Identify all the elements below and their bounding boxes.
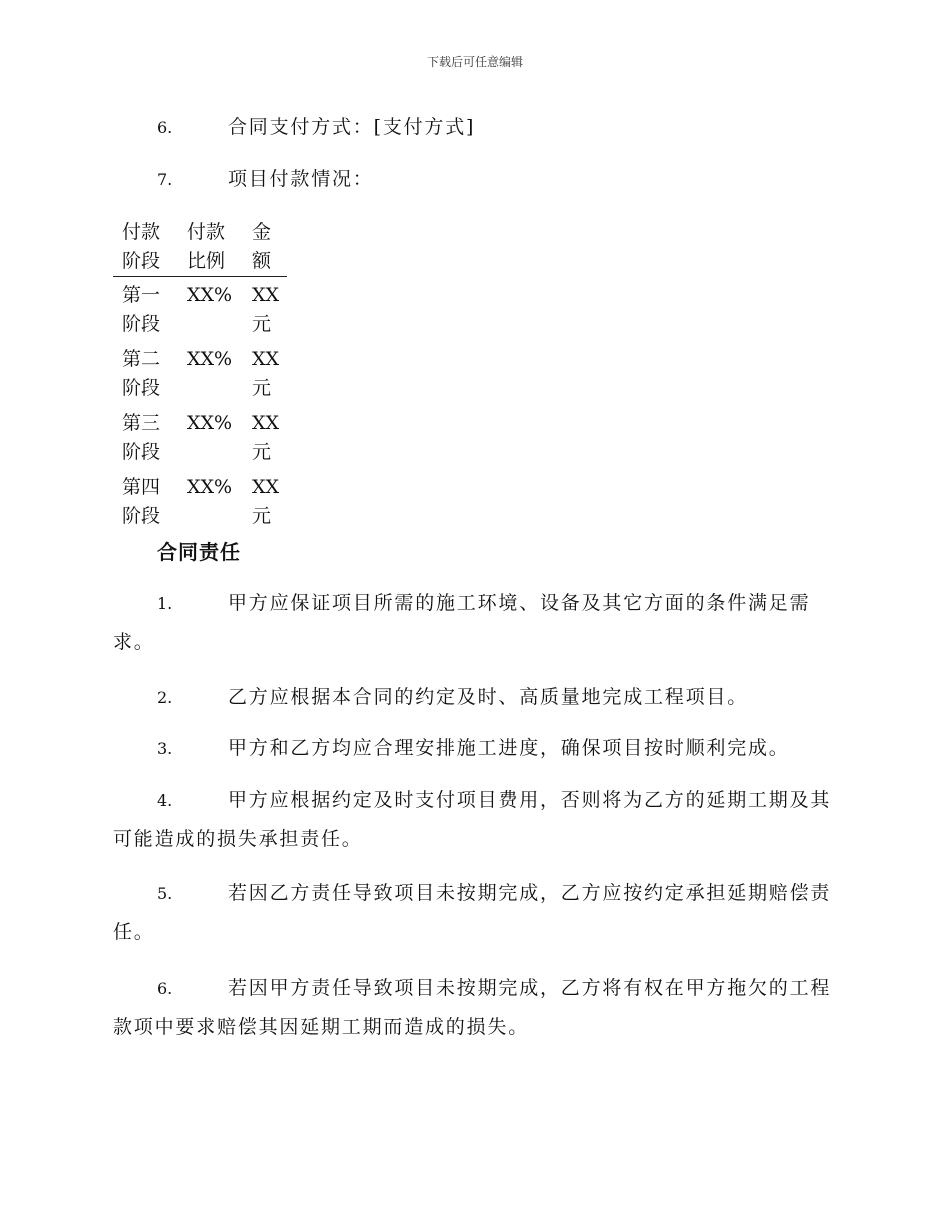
ratio-cell: XX% <box>187 476 233 498</box>
stage-cell: 第四阶段 <box>122 476 161 527</box>
responsibility-item <box>113 874 833 951</box>
item-text: 合同支付方式：[支付方式] <box>228 116 476 138</box>
responsibility-item <box>113 584 833 661</box>
stage-cell: 第二阶段 <box>122 348 161 399</box>
amount-cell: XX元 <box>252 476 280 527</box>
item-number: 5. <box>157 884 173 903</box>
item-text: 甲方应根据约定及时支付项目费用，否则将为乙方的延期工期及其可能造成的损失承担责任。 <box>113 789 832 850</box>
item-number: 6. <box>157 979 173 998</box>
item-number: 4. <box>157 791 173 810</box>
section-title: 合同责任 <box>157 540 241 564</box>
ratio-cell: XX% <box>187 284 233 306</box>
responsibility-item <box>113 781 833 858</box>
amount-cell: XX元 <box>252 348 280 399</box>
payment-method-item <box>113 108 833 147</box>
payment-status-item <box>113 160 833 199</box>
ratio-cell: XX% <box>187 412 233 434</box>
amount-cell: XX元 <box>252 412 280 463</box>
stage-cell: 第三阶段 <box>122 412 161 463</box>
item-number: 7. <box>157 170 173 189</box>
page-header: 下载后可任意编辑 <box>426 55 523 69</box>
item-text: 若因甲方责任导致项目未按期完成，乙方将有权在甲方拖欠的工程款项中要求赔偿其因延期工期而造成的损失。 <box>113 977 832 1038</box>
table-header-row <box>113 218 287 277</box>
table-row <box>113 277 287 342</box>
item-number: 2. <box>157 688 173 707</box>
column-header-stage: 付款阶段 <box>122 221 161 272</box>
item-text: 乙方应根据本合同的约定及时、高质量地完成工程项目。 <box>228 686 749 708</box>
item-number: 6. <box>157 118 173 137</box>
responsibility-item <box>113 969 833 1046</box>
responsibility-item <box>113 729 833 768</box>
item-text: 甲方和乙方均应合理安排施工进度，确保项目按时顺利完成。 <box>228 737 790 759</box>
stage-cell: 第一阶段 <box>122 284 161 335</box>
ratio-cell: XX% <box>187 348 233 370</box>
table-row <box>113 469 287 533</box>
item-text: 项目付款情况： <box>228 168 374 190</box>
table-row <box>113 405 287 469</box>
responsibility-item <box>113 678 833 717</box>
column-header-amount: 金额 <box>252 221 272 272</box>
item-number: 3. <box>157 739 173 758</box>
amount-cell: XX元 <box>252 284 280 335</box>
table-row <box>113 341 287 405</box>
item-text: 甲方应保证项目所需的施工环境、设备及其它方面的条件满足需求。 <box>113 592 811 653</box>
item-text: 若因乙方责任导致项目未按期完成，乙方应按约定承担延期赔偿责任。 <box>113 882 832 943</box>
column-header-ratio: 付款比例 <box>187 221 226 272</box>
item-number: 1. <box>157 594 173 613</box>
payment-table <box>113 218 287 533</box>
